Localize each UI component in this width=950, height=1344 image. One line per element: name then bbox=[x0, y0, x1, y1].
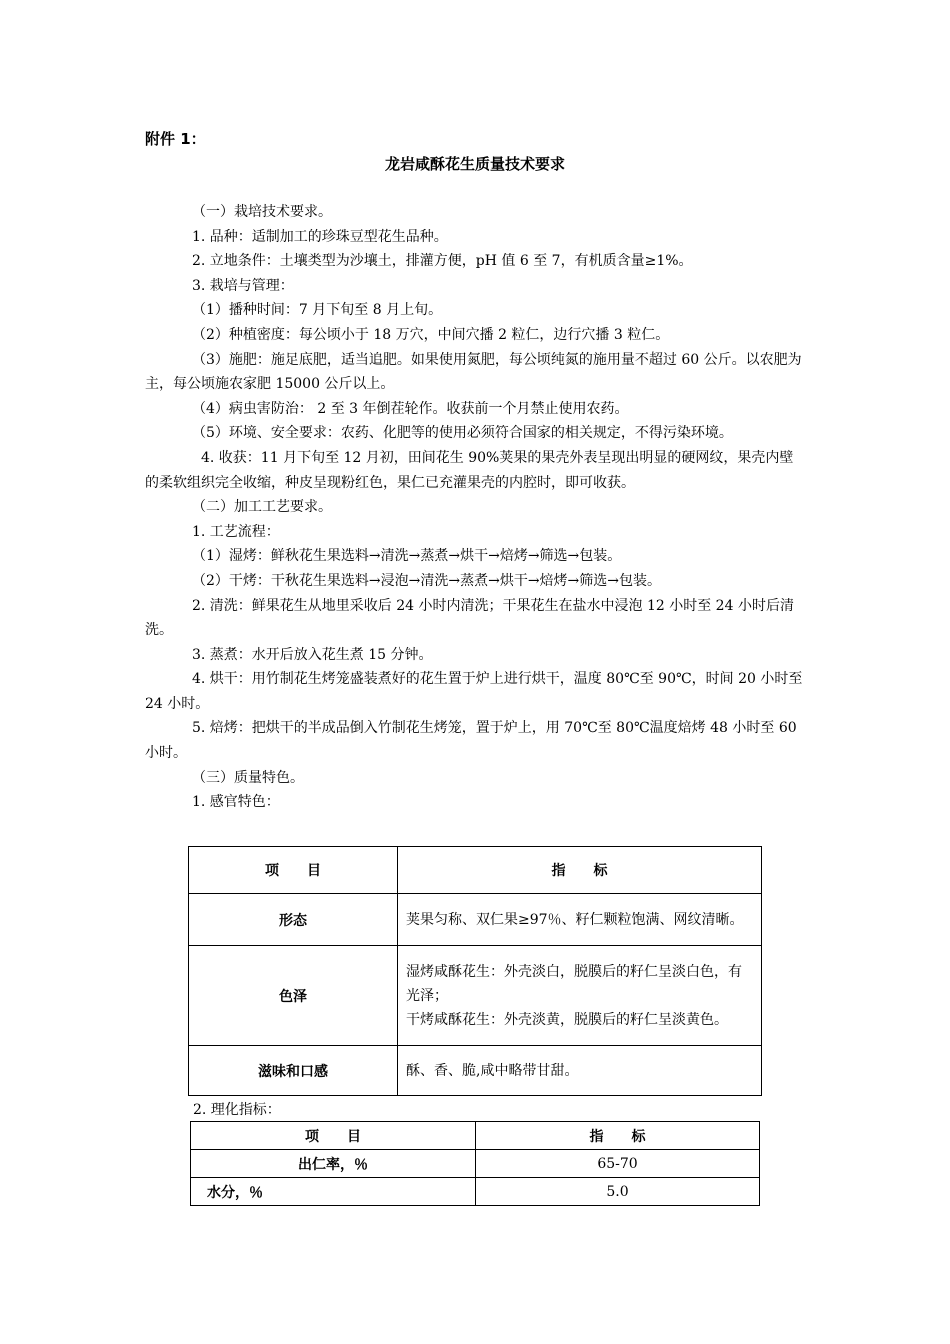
item-cell: 色泽 bbox=[189, 946, 398, 1046]
value-line: 干烤咸酥花生：外壳淡黄，脱膜后的籽仁呈淡黄色。 bbox=[406, 1011, 728, 1028]
table-row bbox=[189, 1046, 762, 1096]
table-row bbox=[191, 1150, 760, 1178]
physchem-table bbox=[190, 1121, 760, 1206]
paragraph: 1. 感官特色： bbox=[192, 794, 280, 811]
header-cell: 项 目 bbox=[191, 1122, 476, 1150]
paragraph: 4. 烘干：用竹制花生烤笼盛装煮好的花生置于炉上进行烘干，温度 80℃至 90℃，时间 20 小时至 24 小时。 bbox=[145, 671, 803, 712]
sensory-table bbox=[188, 846, 762, 1096]
table-row bbox=[191, 1178, 760, 1206]
section-heading: （三）质量特色。 bbox=[192, 769, 304, 786]
item-cell: 滋味和口感 bbox=[189, 1046, 398, 1096]
section-heading: （二）加工工艺要求。 bbox=[192, 499, 332, 516]
paragraph: 2. 清洗：鲜果花生从地里采收后 24 小时内清洗；干果花生在盐水中浸泡 12 小时至 24 小时后清洗。 bbox=[145, 597, 794, 639]
paragraph: （4）病虫害防治： 2 至 3 年倒茬轮作。收获前一个月禁止使用农药。 bbox=[192, 400, 629, 417]
paragraph: （5）环境、安全要求：农药、化肥等的使用必须符合国家的相关规定，不得污染环境。 bbox=[192, 425, 733, 442]
attachment-label: 附件 1： bbox=[145, 130, 206, 148]
section-heading: （一）栽培技术要求。 bbox=[192, 204, 332, 220]
paragraph: 2. 立地条件：土壤类型为沙壤土，排灌方便，pH 值 6 至 7，有机质含量≥1%。 bbox=[192, 253, 693, 270]
value-cell: 5.0 bbox=[476, 1178, 760, 1206]
table-header-row bbox=[189, 847, 762, 894]
value-cell bbox=[398, 946, 762, 1046]
paragraph: 5. 焙烤：把烘干的半成品倒入竹制花生烤笼，置于炉上，用 70℃至 80℃温度焙烤 48 小时至 60 小时。 bbox=[145, 720, 797, 762]
physchem-label: 2. 理化指标： bbox=[193, 1102, 281, 1118]
value-line: 酥、香、脆,咸中略带甘甜。 bbox=[406, 1062, 579, 1079]
item-cell: 水分，％ bbox=[191, 1178, 476, 1206]
value-cell: 65-70 bbox=[476, 1150, 760, 1178]
paragraph: （2）种植密度：每公顷小于 18 万穴，中间穴播 2 粒仁，边行穴播 3 粒仁。 bbox=[192, 326, 670, 343]
value-line: 荚果匀称、双仁果≥97％、籽仁颗粒饱满、网纹清晰。 bbox=[406, 911, 744, 928]
paragraph: （1）播种时间：7 月下旬至 8 月上旬。 bbox=[192, 302, 443, 319]
paragraph: （1）湿烤：鲜秋花生果选料→清洗→蒸煮→烘干→焙烤→筛选→包装。 bbox=[192, 548, 622, 565]
header-cell: 项 目 bbox=[189, 847, 398, 894]
item-cell: 形态 bbox=[189, 894, 398, 946]
value-cell bbox=[398, 894, 762, 946]
header-cell: 指 标 bbox=[398, 847, 762, 894]
paragraph: 4. 收获：11 月下旬至 12 月初，田间花生 90%荚果的果壳外表呈现出明显的硬网纹，果壳内壁的柔软组织完全收缩，种皮呈现粉红色，果仁已充灌果壳的内腔时，即可收获。 bbox=[145, 449, 794, 491]
value-cell bbox=[398, 1046, 762, 1096]
table-row bbox=[189, 946, 762, 1046]
paragraph: 1. 工艺流程： bbox=[192, 523, 280, 540]
header-cell: 指 标 bbox=[476, 1122, 760, 1150]
table-header-row bbox=[191, 1122, 760, 1150]
paragraph: （3）施肥：施足底肥，适当追肥。如果使用氮肥，每公顷纯氮的施用量不超过 60 公斤。以农肥为主，每公顷施农家肥 15000 公斤以上。 bbox=[145, 351, 802, 393]
paragraph: 1. 品种：适制加工的珍珠豆型花生品种。 bbox=[192, 228, 448, 245]
document-title: 龙岩咸酥花生质量技术要求 bbox=[384, 155, 565, 173]
paragraph: 3. 栽培与管理： bbox=[192, 277, 294, 294]
document-body bbox=[145, 200, 805, 815]
paragraph: （2）干烤：干秋花生果选料→浸泡→清洗→蒸煮→烘干→焙烤→筛选→包装。 bbox=[192, 572, 662, 589]
value-line: 湿烤咸酥花生：外壳淡白，脱膜后的籽仁呈淡白色，有光泽； bbox=[406, 963, 742, 1004]
table-row bbox=[189, 894, 762, 946]
paragraph: 3. 蒸煮：水开后放入花生煮 15 分钟。 bbox=[192, 646, 433, 663]
item-cell: 出仁率，％ bbox=[191, 1150, 476, 1178]
